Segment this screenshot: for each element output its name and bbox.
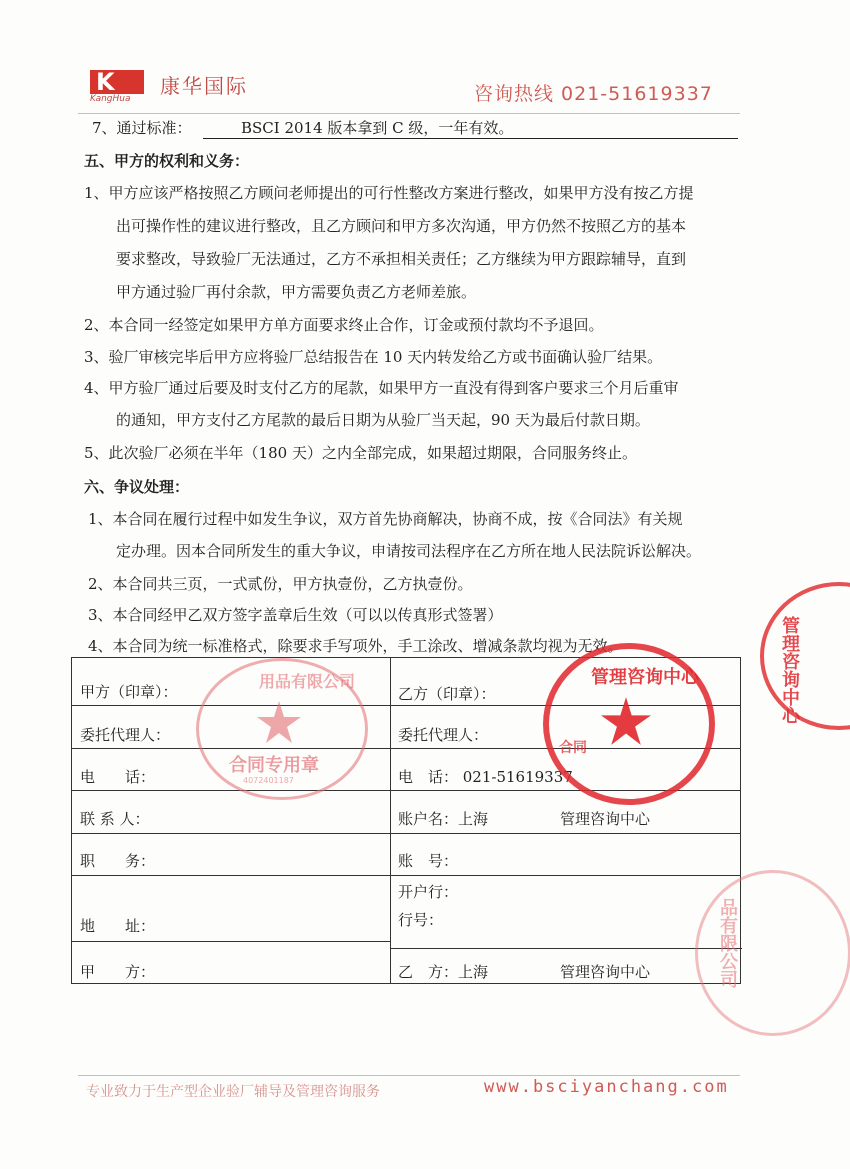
table-row-divider: [390, 948, 742, 949]
s5-1-line-1: 1、甲方应该严格按照乙方顾问老师提出的可行性整改方案进行整改，如果甲方没有按乙方提: [84, 184, 694, 202]
party-b-agent-label: 委托代理人：: [398, 726, 489, 744]
edge-seal-lower-text: 品有限公司: [717, 898, 738, 988]
party-a-phone-label: 电 话：: [80, 768, 156, 786]
party-b-seal-text: 管理咨询中心: [591, 667, 699, 688]
party-a-seal-label: 甲方（印章）：: [80, 683, 178, 701]
party-b-name-suffix: 管理咨询中心: [560, 963, 651, 981]
kanghua-logo-name: 康华国际: [160, 74, 248, 98]
seal-star-icon: [257, 701, 301, 743]
hotline-text: 咨询热线 021-51619337: [474, 83, 713, 105]
party-a-contract-seal: [196, 658, 368, 800]
party-b-account-no-label: 账 号：: [398, 852, 459, 870]
s6-1-line-2: 定办理。因本合同所发生的重大争议，申请按司法程序在乙方所在地人民法院诉讼解决。: [116, 542, 702, 560]
party-b-contract-seal: [543, 643, 715, 805]
s6-1-line-1: 1、本合同在履行过程中如发生争议，双方首先协商解决，协商不成，按《合同法》有关规: [88, 510, 683, 528]
footer-slogan: 专业致力于生产型企业验厂辅导及管理咨询服务: [86, 1084, 380, 1100]
s5-1-line-2: 出可操作性的建议进行整改，且乙方顾问和甲方多次沟通，甲方仍然不按照乙方的基本: [116, 217, 687, 235]
party-a-seal-number: 4072401187: [243, 776, 294, 785]
s5-4-line-1: 4、甲方验厂通过后要及时支付乙方的尾款，如果甲方一直没有得到客户要求三个月后重审: [84, 379, 679, 397]
party-b-bank-label: 开户行：: [398, 883, 459, 901]
s6-2: 2、本合同共三页，一式贰份，甲方执壹份，乙方执壹份。: [88, 575, 473, 593]
party-a-name-label: 甲 方：: [80, 963, 156, 981]
party-b-bank-no-label: 行号：: [398, 911, 444, 929]
s5-4-line-2: 的通知，甲方支付乙方尾款的最后日期为从验厂当天起，90 天为最后付款日期。: [116, 411, 650, 429]
section-5-title: 五、甲方的权利和义务：: [84, 152, 250, 170]
party-b-name: 乙 方：上海: [398, 963, 489, 981]
party-b-seal-side-text: 合同: [559, 740, 587, 756]
party-a-agent-label: 委托代理人：: [80, 726, 171, 744]
kanghua-logo-sub: KangHua: [90, 94, 131, 104]
party-a-seal-arc: 用品有限公司: [259, 672, 356, 691]
s6-4: 4、本合同为统一标准格式，除要求手写项外，手工涂改、增减条款均视为无效。: [88, 637, 623, 655]
table-row-divider: [72, 833, 740, 834]
edge-seal-upper-text: 管理咨询中心: [779, 616, 800, 724]
kanghua-logo-mark: K: [90, 70, 144, 94]
party-b-phone: 电 话： 021-51619337: [398, 768, 573, 786]
table-row-divider: [72, 941, 390, 942]
clause-7-label: 7、通过标准：: [92, 119, 192, 137]
section-6-title: 六、争议处理：: [84, 478, 190, 496]
edge-seal-lower: [695, 870, 850, 1036]
s5-3: 3、验厂审核完毕后甲方应将验厂总结报告在 10 天内转发给乙方或书面确认验厂结果。: [84, 348, 663, 366]
footer-website: www.bsciyanchang.com: [484, 1077, 729, 1097]
clause-7-value: BSCI 2014 版本拿到 C 级，一年有效。: [203, 118, 738, 139]
table-row-divider: [72, 875, 740, 876]
s5-1-line-3: 要求整改，导致验厂无法通过，乙方不承担相关责任；乙方继续为甲方跟踪辅导，直到: [116, 250, 687, 268]
party-b-seal-label: 乙方（印章）：: [398, 685, 496, 703]
party-b-account-name: 账户名：上海: [398, 810, 489, 828]
s5-1-line-4: 甲方通过验厂再付余款，甲方需要负责乙方老师差旅。: [116, 283, 477, 301]
seal-star-icon: [601, 697, 651, 745]
s5-5: 5、此次验厂必须在半年（180 天）之内全部完成，如果超过期限，合同服务终止。: [84, 444, 637, 462]
edge-seal-upper: [760, 582, 850, 730]
party-a-contact-label: 联 系 人：: [80, 810, 150, 828]
s5-2: 2、本合同一经签定如果甲方单方面要求终止合作，订金或预付款均不予退回。: [84, 316, 604, 334]
party-a-address-label: 地 址：: [80, 917, 156, 935]
header-divider: [78, 113, 740, 114]
s6-3: 3、本合同经甲乙双方签字盖章后生效（可以以传真形式签署）: [88, 606, 503, 624]
footer-divider: [78, 1075, 740, 1076]
party-b-account-name-suffix: 管理咨询中心: [560, 810, 651, 828]
party-a-seal-label-text: 合同专用章: [229, 755, 319, 776]
party-a-position-label: 职 务：: [80, 852, 156, 870]
table-center-divider: [390, 658, 391, 983]
